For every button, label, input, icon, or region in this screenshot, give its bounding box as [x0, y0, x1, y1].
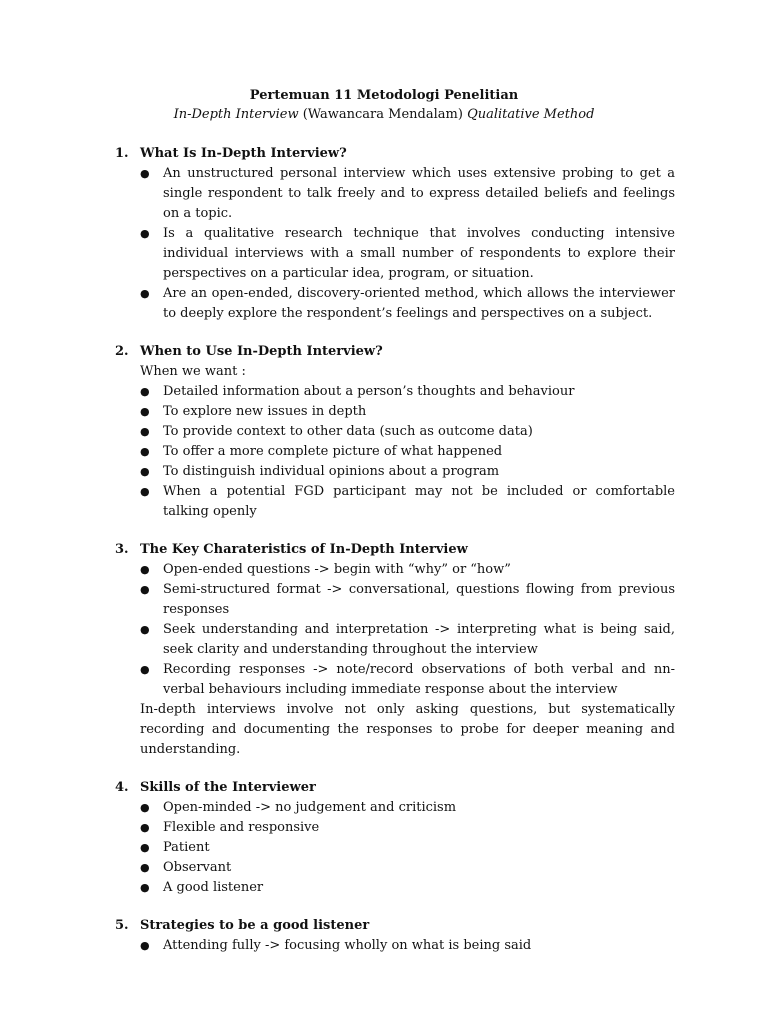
list-item: ● To explore new issues in depth	[115, 402, 675, 422]
list-item: ● Attending fully -> focusing wholly on what is being said	[115, 936, 675, 956]
list-item: ● Open-minded -> no judgement and criticism	[115, 798, 675, 818]
list-item: ● Detailed information about a person’s thoughts and behaviour	[115, 382, 675, 402]
list-item: ● Recording responses -> note/record observations of both verbal and nn-verbal behaviours including immediate response about the interview	[140, 662, 675, 697]
section-intro: When we want :	[140, 364, 246, 379]
page-subtitle	[0, 105, 768, 125]
section-3	[115, 540, 675, 760]
bullet-icon: ●	[140, 563, 150, 576]
bullet-icon: ●	[140, 425, 150, 438]
section-4	[115, 778, 675, 898]
bullet-icon: ●	[140, 485, 150, 498]
list-item: ● Is a qualitative research technique that involves conducting intensive individual interviews with a small number of respondents to explore their perspectives on a particular idea, program, or situation.	[140, 226, 675, 281]
section-paragraph: In-depth interviews involve not only asking questions, but systematically recording and documenting the responses to probe for deeper meaning and understanding.	[140, 702, 675, 757]
list-item: ● A good listener	[115, 878, 675, 898]
subtitle-plain: (Wawancara Mendalam)	[298, 107, 468, 122]
bullet-icon: ●	[140, 465, 150, 478]
bullet-icon: ●	[140, 861, 150, 874]
section-heading	[115, 778, 675, 798]
bullet-icon: ●	[140, 385, 150, 398]
subtitle-italic-right: Qualitative Method	[467, 107, 595, 122]
list-item: ● To distinguish individual opinions about a program	[115, 462, 675, 482]
page-title: Pertemuan 11 Metodologi Penelitian	[249, 88, 519, 103]
section-number: 1.	[115, 146, 129, 161]
list-item: ● Are an open-ended, discovery-oriented method, which allows the interviewer to deeply explore the respondent’s feelings and perspectives on a subject.	[140, 286, 675, 321]
section-number: 2.	[115, 344, 129, 359]
section-number: 3.	[115, 542, 129, 557]
bullet-list	[115, 798, 675, 898]
bullet-icon: ●	[140, 227, 150, 240]
list-item: ● Patient	[115, 838, 675, 858]
list-item: ● Flexible and responsive	[115, 818, 675, 838]
subtitle-italic-left: In-Depth Interview	[173, 107, 299, 122]
section-heading	[115, 144, 675, 164]
bullet-icon: ●	[140, 841, 150, 854]
section-heading-text: What Is In-Depth Interview?	[140, 146, 347, 161]
bullet-icon: ●	[140, 939, 150, 952]
bullet-icon: ●	[140, 821, 150, 834]
bullet-icon: ●	[140, 663, 150, 676]
list-item: ● An unstructured personal interview which uses extensive probing to get a single respondent to talk freely and to express detailed beliefs and feelings on a topic.	[140, 166, 675, 221]
section-heading-text: The Key Charateristics of In-Depth Interview	[140, 542, 468, 557]
list-item: ● To provide context to other data (such as outcome data)	[115, 422, 675, 442]
section-2	[115, 342, 675, 522]
section-heading-text: Skills of the Interviewer	[140, 780, 316, 795]
bullet-icon: ●	[140, 623, 150, 636]
bullet-icon: ●	[140, 445, 150, 458]
bullet-icon: ●	[140, 801, 150, 814]
list-item: ● Seek understanding and interpretation -> interpreting what is being said, seek clarity and understanding throughout the interview	[140, 622, 675, 657]
document-body	[115, 144, 675, 974]
list-item: ● Open-ended questions -> begin with “why” or “how”	[115, 560, 675, 580]
section-heading	[115, 916, 675, 936]
bullet-list	[115, 382, 675, 522]
list-item: ● Observant	[115, 858, 675, 878]
section-heading-text: When to Use In-Depth Interview?	[140, 344, 383, 359]
bullet-icon: ●	[140, 287, 150, 300]
section-heading	[115, 342, 675, 362]
bullet-list	[115, 164, 675, 324]
section-number: 5.	[115, 918, 129, 933]
section-heading	[115, 540, 675, 560]
bullet-list	[115, 560, 675, 700]
bullet-icon: ●	[140, 583, 150, 596]
bullet-icon: ●	[140, 405, 150, 418]
section-heading-text: Strategies to be a good listener	[140, 918, 370, 933]
section-5	[115, 916, 675, 956]
bullet-icon: ●	[140, 881, 150, 894]
section-1	[115, 144, 675, 324]
bullet-icon: ●	[140, 167, 150, 180]
list-item: ● To offer a more complete picture of what happened	[115, 442, 675, 462]
section-number: 4.	[115, 780, 129, 795]
list-item: ● Semi-structured format -> conversational, questions flowing from previous responses	[140, 582, 675, 617]
bullet-list	[115, 936, 675, 956]
list-item: ● When a potential FGD participant may not be included or comfortable talking openly	[140, 484, 675, 519]
